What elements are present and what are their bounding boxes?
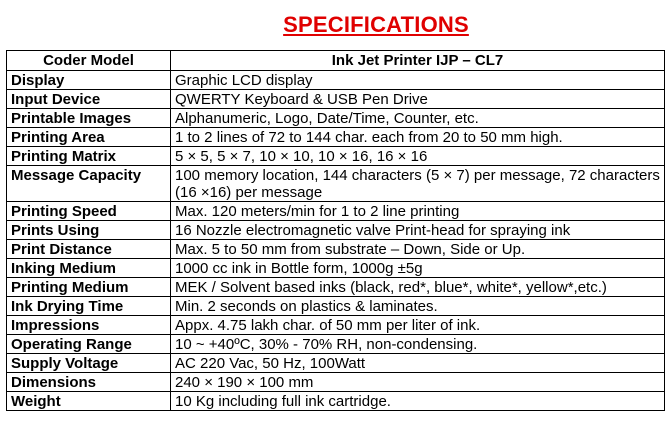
- row-label: Input Device: [7, 90, 171, 109]
- row-value: Max. 5 to 50 mm from substrate – Down, Side or Up.: [171, 240, 665, 259]
- row-label: Ink Drying Time: [7, 297, 171, 316]
- table-row: [7, 354, 665, 373]
- table-row: [7, 166, 665, 202]
- row-label: Print Distance: [7, 240, 171, 259]
- row-label: Printable Images: [7, 109, 171, 128]
- row-label: Printing Speed: [7, 202, 171, 221]
- row-value: Graphic LCD display: [171, 71, 665, 90]
- table-row: [7, 297, 665, 316]
- row-value: Min. 2 seconds on plastics & laminates.: [171, 297, 665, 316]
- row-value: 10 ~ +40ºC, 30% - 70% RH, non-condensing.: [171, 335, 665, 354]
- table-row: [7, 316, 665, 335]
- row-label: Display: [7, 71, 171, 90]
- table-row: [7, 335, 665, 354]
- row-value: 100 memory location, 144 characters (5 × 7) per message, 72 characters (16 ×16) per message: [171, 166, 665, 202]
- row-value: 10 Kg including full ink cartridge.: [171, 392, 665, 411]
- row-value: MEK / Solvent based inks (black, red*, blue*, white*, yellow*,etc.): [171, 278, 665, 297]
- row-value: AC 220 Vac, 50 Hz, 100Watt: [171, 354, 665, 373]
- row-label: Impressions: [7, 316, 171, 335]
- table-row: [7, 259, 665, 278]
- header-coder-model: Coder Model: [7, 51, 171, 71]
- table-row: [7, 90, 665, 109]
- row-value: 240 × 190 × 100 mm: [171, 373, 665, 392]
- row-label: Printing Matrix: [7, 147, 171, 166]
- table-row: [7, 109, 665, 128]
- table-row: [7, 128, 665, 147]
- specifications-table: [6, 50, 665, 411]
- table-row: [7, 278, 665, 297]
- table-row: [7, 221, 665, 240]
- table-row: [7, 202, 665, 221]
- table-header-row: [7, 51, 665, 71]
- row-label: Printing Area: [7, 128, 171, 147]
- table-row: [7, 147, 665, 166]
- row-label: Message Capacity: [7, 166, 171, 202]
- table-row: [7, 373, 665, 392]
- table-row: [7, 392, 665, 411]
- row-value: Alphanumeric, Logo, Date/Time, Counter, etc.: [171, 109, 665, 128]
- row-label: Supply Voltage: [7, 354, 171, 373]
- row-label: Operating Range: [7, 335, 171, 354]
- table-row: [7, 240, 665, 259]
- row-value: 16 Nozzle electromagnetic valve Print-head for spraying ink: [171, 221, 665, 240]
- table-row: [7, 71, 665, 90]
- row-value: Max. 120 meters/min for 1 to 2 line printing: [171, 202, 665, 221]
- row-value: 1 to 2 lines of 72 to 144 char. each from 20 to 50 mm high.: [171, 128, 665, 147]
- row-value: Appx. 4.75 lakh char. of 50 mm per liter of ink.: [171, 316, 665, 335]
- header-model-name: Ink Jet Printer IJP – CL7: [171, 51, 665, 71]
- row-value: QWERTY Keyboard & USB Pen Drive: [171, 90, 665, 109]
- row-label: Dimensions: [7, 373, 171, 392]
- row-label: Inking Medium: [7, 259, 171, 278]
- row-label: Prints Using: [7, 221, 171, 240]
- row-value: 1000 cc ink in Bottle form, 1000g ±5g: [171, 259, 665, 278]
- page-title: SPECIFICATIONS: [283, 12, 469, 37]
- row-label: Weight: [7, 392, 171, 411]
- row-value: 5 × 5, 5 × 7, 10 × 10, 10 × 16, 16 × 16: [171, 147, 665, 166]
- row-label: Printing Medium: [7, 278, 171, 297]
